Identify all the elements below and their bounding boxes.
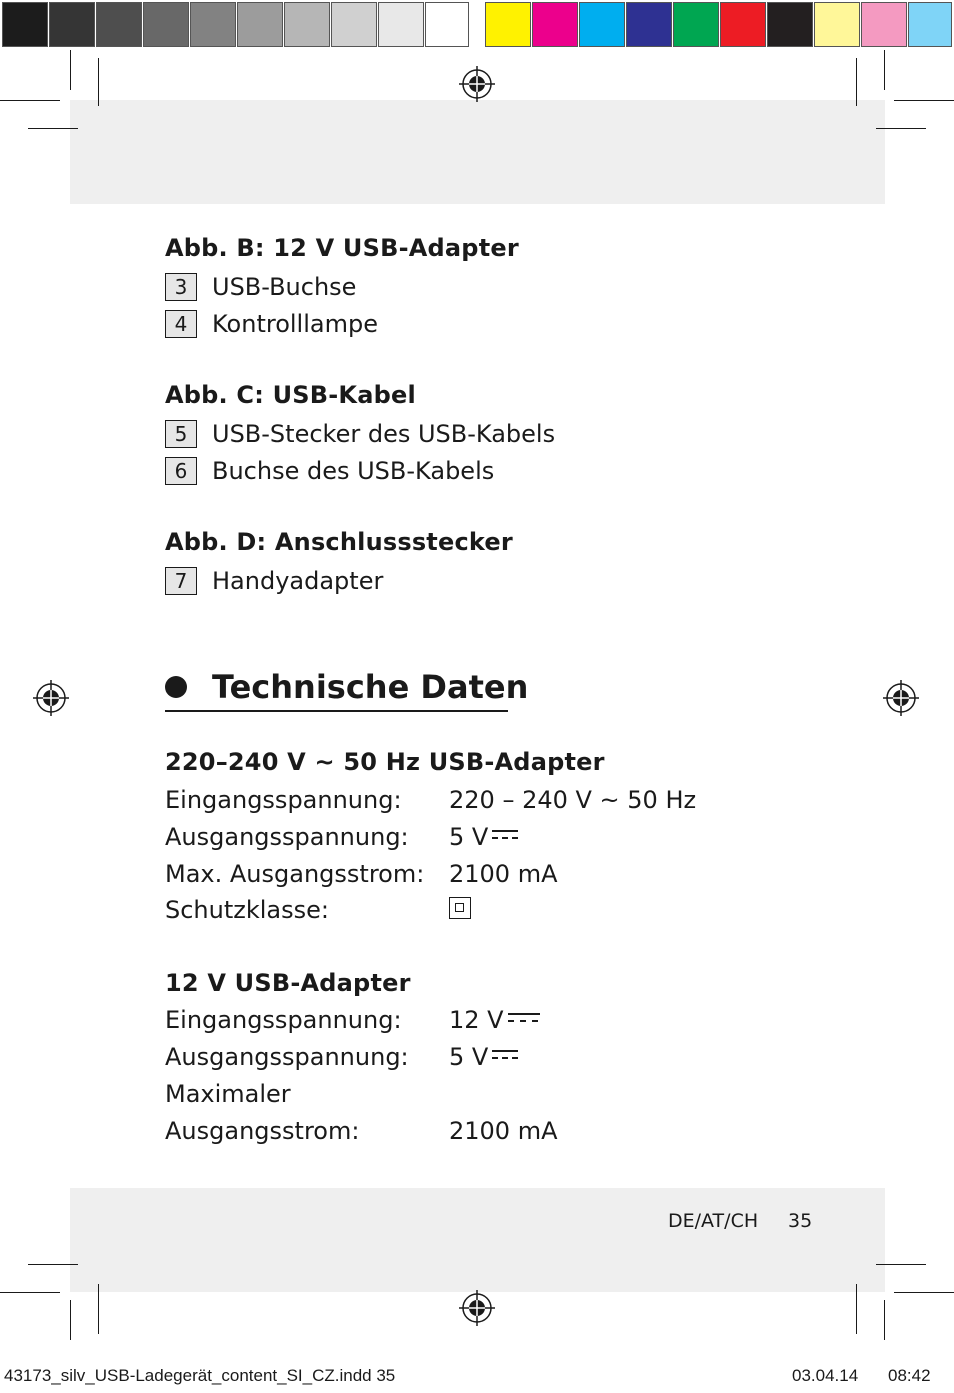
direct-current-icon	[492, 1050, 518, 1060]
spec-label: Ausgangsspannung:	[165, 1043, 409, 1071]
crop-mark	[0, 100, 60, 101]
legend-item	[165, 273, 356, 301]
crop-mark	[894, 100, 954, 101]
legend-item	[165, 420, 555, 448]
legend-b-heading: Abb. B: 12 V USB-Adapter	[165, 234, 519, 262]
color-swatch	[908, 2, 952, 47]
item-label: Kontrolllampe	[212, 310, 378, 338]
gray-swatch	[425, 2, 469, 47]
header-band	[70, 100, 885, 204]
color-swatch	[861, 2, 907, 47]
spec-value	[449, 786, 696, 814]
item-label: USB-Stecker des USB-Kabels	[212, 420, 556, 448]
legend-item	[165, 310, 378, 338]
registration-mark-icon	[459, 66, 495, 102]
spec-value-text: 2100 mA	[449, 1117, 558, 1145]
crop-mark	[28, 128, 78, 129]
crop-mark	[98, 1284, 99, 1334]
crop-mark	[884, 1300, 885, 1340]
spec-value-text: 12 V	[449, 1006, 504, 1034]
spec-label: Maximaler	[165, 1080, 291, 1108]
color-swatch	[626, 2, 672, 47]
footer-band	[70, 1188, 885, 1292]
crop-mark	[98, 58, 99, 106]
slug-filename: 43173_silv_USB-Ladegerät_content_SI_CZ.indd 35	[4, 1366, 396, 1385]
spec-value-text: 220 – 240 V ~ 50 Hz	[449, 786, 697, 814]
gray-swatch	[96, 2, 142, 47]
legend-d-heading: Abb. D: Anschlussstecker	[165, 528, 513, 556]
spec-label: Ausgangsstrom:	[165, 1117, 360, 1145]
item-label: Buchse des USB-Kabels	[212, 457, 495, 485]
protection-class-ii-icon	[449, 897, 471, 919]
color-swatch	[720, 2, 766, 47]
color-swatch	[532, 2, 578, 47]
spec-value	[449, 897, 471, 919]
registration-mark-icon	[883, 680, 919, 716]
page-number: 35	[788, 1210, 813, 1232]
color-swatch	[814, 2, 860, 47]
spec-label: Ausgangsspannung:	[165, 823, 409, 851]
item-label: USB-Buchse	[212, 273, 357, 301]
spec-value-text: 5 V	[449, 1043, 489, 1071]
color-swatch	[485, 2, 531, 47]
item-number: 3	[165, 273, 197, 301]
slug-date: 03.04.14	[792, 1366, 859, 1385]
crop-mark	[884, 50, 885, 90]
item-number: 7	[165, 567, 197, 595]
gray-swatch	[284, 2, 330, 47]
crop-mark	[876, 1264, 926, 1265]
spec-value	[449, 1043, 518, 1071]
crop-mark	[894, 1292, 954, 1293]
gray-swatch	[331, 2, 377, 47]
spec-value-text: 5 V	[449, 823, 489, 851]
section-title-text: Technische Daten	[212, 668, 529, 706]
registration-mark-icon	[33, 680, 69, 716]
color-swatch	[767, 2, 813, 47]
spec-value	[449, 1006, 540, 1034]
crop-mark	[28, 1264, 78, 1265]
direct-current-icon	[492, 830, 518, 840]
spec-label: Eingangsspannung:	[165, 1006, 402, 1034]
gray-swatch	[143, 2, 189, 47]
spec-value-text: 2100 mA	[449, 860, 558, 888]
spec-value	[449, 1117, 558, 1145]
gray-swatch	[237, 2, 283, 47]
slug-time: 08:42	[888, 1366, 931, 1385]
color-swatch	[579, 2, 625, 47]
section-title	[165, 668, 528, 706]
item-number: 4	[165, 310, 197, 338]
crop-mark	[70, 50, 71, 90]
gray-swatch	[2, 2, 48, 47]
adapter230-heading: 220–240 V ~ 50 Hz USB-Adapter	[165, 748, 605, 776]
item-label: Handyadapter	[212, 567, 384, 595]
spec-label: Eingangsspannung:	[165, 786, 402, 814]
crop-mark	[876, 128, 926, 129]
gray-swatch	[190, 2, 236, 47]
direct-current-icon	[508, 1013, 540, 1023]
section-underline	[165, 710, 508, 712]
legend-c-heading: Abb. C: USB-Kabel	[165, 381, 416, 409]
crop-mark	[70, 1300, 71, 1340]
spec-label: Max. Ausgangsstrom:	[165, 860, 425, 888]
crop-mark	[856, 58, 857, 106]
gray-swatch	[49, 2, 95, 47]
crop-mark	[856, 1284, 857, 1334]
adapter12-heading: 12 V USB-Adapter	[165, 969, 411, 997]
legend-item	[165, 567, 383, 595]
footer-region: DE/AT/CH	[668, 1210, 759, 1232]
spec-label: Schutzklasse:	[165, 896, 329, 924]
bullet-icon	[165, 676, 187, 698]
item-number: 6	[165, 457, 197, 485]
item-number: 5	[165, 420, 197, 448]
gray-swatch	[378, 2, 424, 47]
color-swatch	[673, 2, 719, 47]
spec-value	[449, 860, 558, 888]
registration-mark-icon	[459, 1290, 495, 1326]
legend-item	[165, 457, 494, 485]
spec-value	[449, 823, 518, 851]
crop-mark	[0, 1292, 60, 1293]
